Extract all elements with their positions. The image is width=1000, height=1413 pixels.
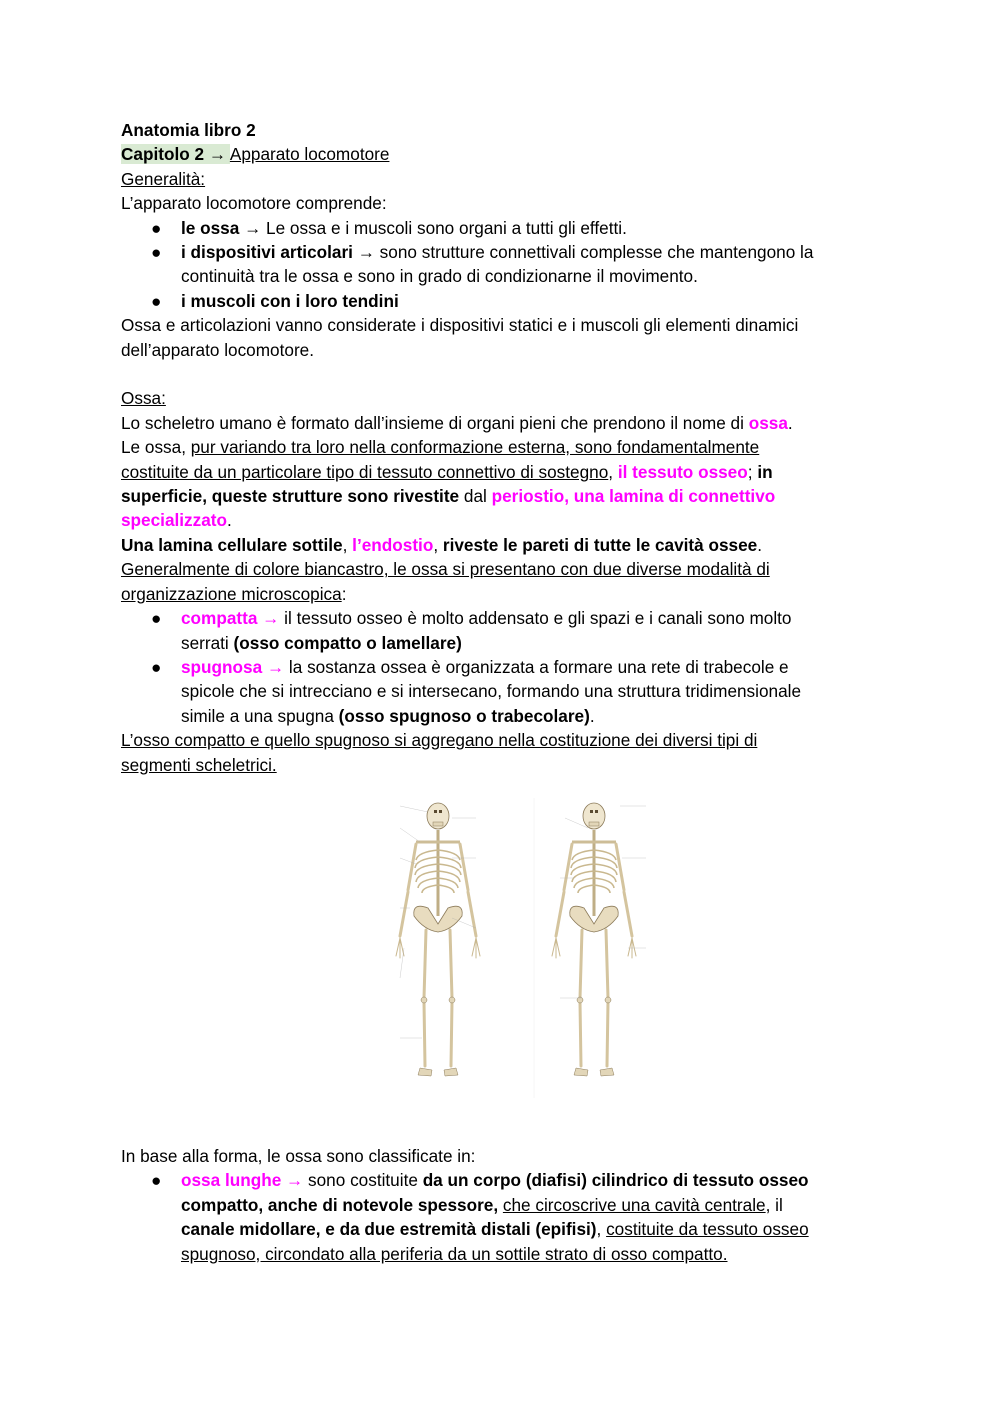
skeleton-illustration	[360, 798, 672, 1103]
text: Le ossa,	[121, 437, 191, 458]
document-body	[121, 118, 881, 777]
text: organizzazione microscopica	[121, 583, 342, 604]
chapter-heading	[121, 142, 881, 166]
skeleton-front	[396, 803, 480, 1076]
paragraph	[121, 435, 881, 459]
text: Una lamina cellulare sottile	[121, 534, 343, 555]
text: spicole che si intrecciano e si intersecano, formando una struttura tridimensionale	[181, 681, 802, 702]
text: riveste le pareti di tutte le cavità ossee	[442, 534, 758, 555]
text: spugnoso, circondato alla periferia da un sottile strato di osso compatto.	[181, 1243, 728, 1264]
text: costituite da un particolare tipo di tessuto connettivo di sostegno	[121, 461, 609, 482]
text: ,	[608, 461, 618, 482]
paragraph: Ossa e articolazioni vanno considerate i dispositivi statici e i muscoli gli elementi dinamici	[121, 315, 799, 336]
doc-title: Anatomia libro 2	[121, 120, 256, 140]
term: i muscoli con i loro tendini	[181, 290, 399, 311]
skeleton-back	[552, 803, 636, 1076]
list-item	[121, 606, 881, 655]
term: specializzato	[121, 510, 228, 531]
text: ;	[747, 461, 758, 482]
section-heading-ossa: Ossa:	[121, 388, 166, 409]
list-item	[121, 240, 881, 289]
list-item	[121, 216, 881, 240]
text: ,	[596, 1219, 607, 1240]
term: compatta →	[181, 608, 280, 629]
text: → sono strutture connettivali complesse che mantengono la	[352, 242, 814, 263]
document-body-continued	[121, 1144, 881, 1266]
paragraph: In base alla forma, le ossa sono classificate in:	[121, 1146, 476, 1166]
paragraph	[121, 411, 881, 435]
text: superficie, queste strutture sono rivestite	[121, 486, 460, 507]
paragraph	[121, 484, 881, 508]
term: le ossa	[181, 217, 240, 238]
bullet-icon: ●	[151, 290, 162, 311]
skeleton-figure	[360, 798, 672, 1103]
paragraph	[121, 460, 881, 484]
text: (osso spugnoso o trabecolare)	[338, 705, 590, 726]
paragraph: segmenti scheletrici.	[121, 754, 277, 775]
text: ,	[433, 534, 443, 555]
text: sono costituite	[303, 1170, 423, 1191]
term: periostio, una lamina di connettivo	[491, 486, 776, 507]
text: (osso compatto o lamellare)	[233, 632, 462, 653]
term: ossa lunghe →	[181, 1170, 304, 1191]
term: i dispositivi articolari	[181, 242, 353, 263]
paragraph: dell’apparato locomotore.	[121, 339, 314, 360]
text: .	[227, 510, 232, 531]
paragraph: L’osso compatto e quello spugnoso si aggregano nella costituzione dei diversi tipi di	[121, 730, 758, 751]
text: → Le ossa e i muscoli sono organi a tutti gli effetti.	[239, 217, 627, 238]
bullet-icon: ●	[151, 608, 162, 629]
text: Lo scheletro umano è formato dall’insieme di organi pieni che prendono il nome di	[121, 412, 749, 433]
text: :	[341, 583, 347, 604]
bullet-icon: ●	[151, 1170, 162, 1191]
term: l’endostio	[352, 534, 434, 555]
bullet-icon: ●	[151, 656, 162, 677]
list-item	[121, 1168, 881, 1266]
text: serrati	[181, 632, 234, 653]
text: compatto, anche di notevole spessore,	[181, 1194, 499, 1215]
text: da un corpo (diafisi) cilindrico di tessuto osseo	[422, 1170, 809, 1191]
text: .	[787, 412, 793, 433]
term: il tessuto osseo	[617, 461, 748, 482]
term: spugnosa →	[181, 656, 285, 677]
paragraph: Generalmente di colore biancastro, le ossa si presentano con due diverse modalità di	[121, 559, 770, 580]
bullet-icon: ●	[151, 217, 162, 238]
paragraph	[121, 582, 881, 606]
list-item	[121, 289, 881, 313]
text: dal	[459, 486, 492, 507]
text: .	[757, 534, 762, 555]
paragraph	[121, 508, 881, 532]
term: ossa	[748, 412, 788, 433]
text: simile a una spugna	[181, 705, 339, 726]
text: costituite da tessuto osseo	[606, 1219, 809, 1240]
chapter-arrow: →	[204, 144, 230, 165]
text: continuità tra le ossa e sono in grado di condizionarne il movimento.	[181, 266, 698, 287]
text: ,	[342, 534, 353, 555]
text: , il	[765, 1194, 783, 1215]
text: il tessuto osseo è molto addensato e gli spazi e i canali sono molto	[279, 608, 792, 629]
text: canale midollare, e da due estremità distali (epifisi)	[181, 1219, 597, 1240]
bullet-icon: ●	[151, 242, 162, 263]
text: in	[757, 461, 773, 482]
text: la sostanza ossea è organizzata a formare una rete di trabecole e	[284, 656, 789, 677]
text: pur variando tra loro nella conformazione esterna, sono fondamentalmente	[190, 437, 760, 458]
paragraph: L’apparato locomotore comprende:	[121, 193, 387, 214]
chapter-name: Apparato locomotore	[229, 144, 390, 165]
text: che circoscrive una cavità centrale	[502, 1194, 766, 1215]
text: .	[589, 705, 595, 726]
paragraph	[121, 533, 881, 557]
list-item	[121, 655, 881, 728]
section-heading-generalita: Generalità:	[121, 168, 206, 189]
chapter-label: Capitolo 2	[121, 144, 205, 165]
